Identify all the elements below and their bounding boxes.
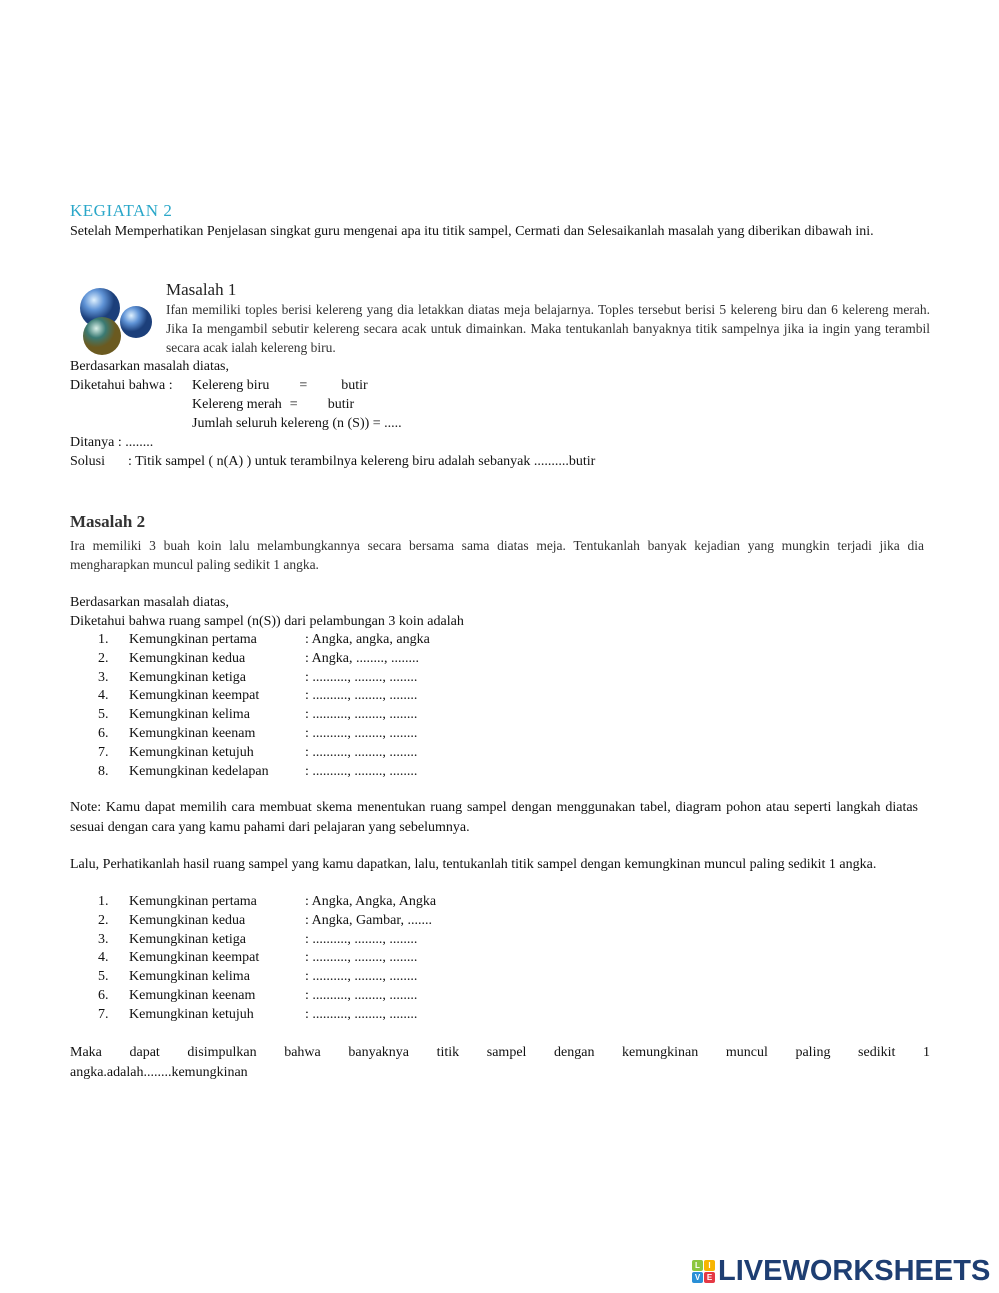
sample-point-list [98, 893, 436, 1025]
asked: Ditanya : ........ [70, 435, 154, 450]
masalah2-text: Ira memiliki 3 buah koin lalu melambungkannya secara bersama sama diatas meja. Tentukanlah banyak kejadian yang mungkin terjadi jika dia mengharapkan muncul paling sedikit 1 angka. [70, 538, 924, 572]
list-item: 7. Kemungkinan ketujuh : .........., ........, ........ [98, 744, 418, 760]
logo-cube-icon: L I V E [692, 1260, 715, 1283]
list-item: 1. Kemungkinan pertama : Angka, Angka, Angka [98, 894, 437, 909]
list-item: 8. Kemungkinan kedelapan : .........., ........, ........ [98, 763, 418, 779]
known-label: Diketahui bahwa : [70, 378, 173, 393]
solution-text: : Titik sampel ( n(A) ) untuk terambilnya kelereng biru adalah sebanyak ..........butir [128, 454, 596, 469]
list-item: 4. Kemungkinan keempat : .........., ........, ........ [98, 950, 418, 966]
known-blue: Kelereng biru = butir [192, 378, 368, 393]
list-item: 6. Kemungkinan keenam : .........., ........, ........ [98, 987, 418, 1003]
list-item: 7. Kemungkinan ketujuh : .........., ........, ........ [98, 1006, 418, 1022]
liveworksheets-logo: L I V E LIVEWORKSHEETS [692, 1255, 990, 1288]
list-item: 4. Kemungkinan keempat : .........., ........, ........ [98, 688, 418, 704]
list-item: 6. Kemungkinan keenam : .........., ........, ........ [98, 725, 418, 741]
list-item: 1. Kemungkinan pertama : Angka, angka, angka [98, 632, 430, 647]
masalah2-based: Berdasarkan masalah diatas, [70, 595, 229, 610]
sample-space-list [98, 631, 430, 781]
list-item: 5. Kemungkinan kelima : .........., ........, ........ [98, 707, 418, 723]
known-total: Jumlah seluruh kelereng (n (S)) = ..... [192, 416, 402, 431]
solution-label: Solusi [70, 454, 106, 469]
masalah1-title: Masalah 1 [166, 280, 237, 299]
list-item: 2. Kemungkinan kedua : Angka, Gambar, ....... [98, 912, 432, 928]
intro-text: Setelah Memperhatikan Penjelasan singkat guru mengenai apa itu titik sampel, Cermati dan Selesaikanlah masalah yang diberikan dibawah ini. [70, 224, 874, 239]
list-item: 5. Kemungkinan kelima : .........., ........, ........ [98, 969, 418, 985]
masalah1-text: Ifan memiliki toples berisi kelereng yang dia letakkan diatas meja belajarnya. Toples tersebut berisi 5 kelereng biru dan 6 kelereng merah. Jika Ia mengambil sebutir kelereng secara acak untuk dimainkan. Maka tentukanlah banyaknya titik sampelnya jika ia ingin yang terambil secara acak ialah kelereng biru. [166, 302, 930, 355]
list-item: 3. Kemungkinan ketiga : .........., ........, ........ [98, 669, 418, 685]
kegiatan-title: KEGIATAN 2 [70, 201, 173, 220]
conclusion-text: Maka dapat disimpulkan bahwa banyaknya titik sampel dengan kemungkinan muncul paling sedikit 1 angka.adalah........kemungkinan [70, 1045, 930, 1080]
masalah2-title: Masalah 2 [70, 512, 146, 531]
list-item: 3. Kemungkinan ketiga : .........., ........, ........ [98, 931, 418, 947]
marbles-image [72, 286, 156, 356]
note-text: Note: Kamu dapat memilih cara membuat skema menentukan ruang sampel dengan menggunakan tabel, diagram pohon atau seperti langkah diatas sesuai dengan cara yang kamu pahami dari pelajaran yang sebelumnya. [70, 800, 918, 835]
known-red: Kelereng merah = butir [192, 397, 355, 412]
masalah2-known: Diketahui bahwa ruang sampel (n(S)) dari pelambungan 3 koin adalah [70, 614, 464, 629]
list-item: 2. Kemungkinan kedua : Angka, ........, ........ [98, 650, 419, 666]
masalah1-based: Berdasarkan masalah diatas, [70, 359, 229, 374]
then-text: Lalu, Perhatikanlah hasil ruang sampel yang kamu dapatkan, lalu, tentukanlah titik sampel dengan kemungkinan muncul paling sedikit 1 angka. [70, 857, 877, 872]
